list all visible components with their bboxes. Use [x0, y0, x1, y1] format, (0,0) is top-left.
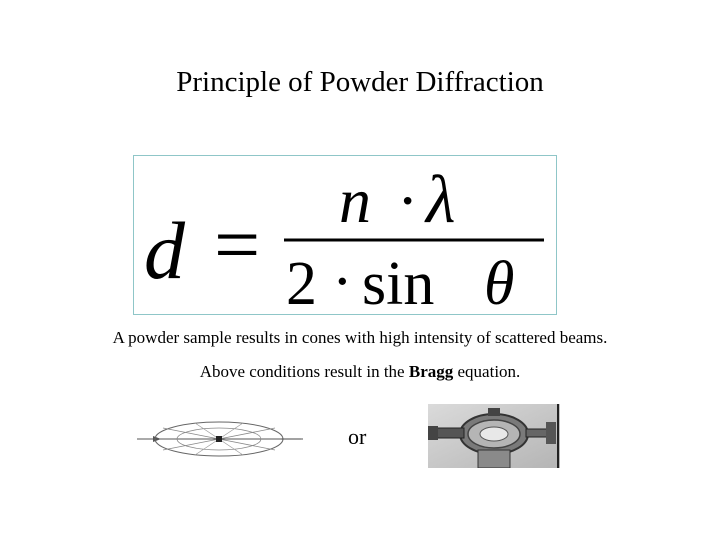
formula-dot-1: ·	[397, 165, 419, 236]
formula-sin: sin	[362, 250, 435, 316]
bragg-description	[0, 362, 720, 382]
formula-two: 2	[286, 250, 317, 316]
debye-scherrer-camera-photo	[428, 404, 560, 468]
bragg-bold-word: Bragg	[408, 362, 454, 381]
formula-n: n	[339, 165, 371, 236]
bragg-text-after: equation.	[453, 362, 521, 381]
cones-description: A powder sample results in cones with high intensity of scattered beams.	[112, 328, 608, 347]
formula-lambda: λ	[426, 161, 456, 237]
bragg-formula-box	[133, 155, 557, 315]
formula-theta: θ	[484, 250, 515, 316]
or-label: or	[348, 424, 367, 449]
bragg-formula	[134, 156, 558, 316]
formula-equals: =	[214, 199, 261, 290]
bragg-text-before: Above conditions result in the	[199, 362, 409, 381]
diffraction-cones-diagram	[135, 416, 305, 464]
formula-lhs-d: d	[144, 205, 185, 296]
slide-title: Principle of Powder Diffraction	[176, 66, 544, 98]
formula-dot-2: ·	[332, 248, 353, 316]
